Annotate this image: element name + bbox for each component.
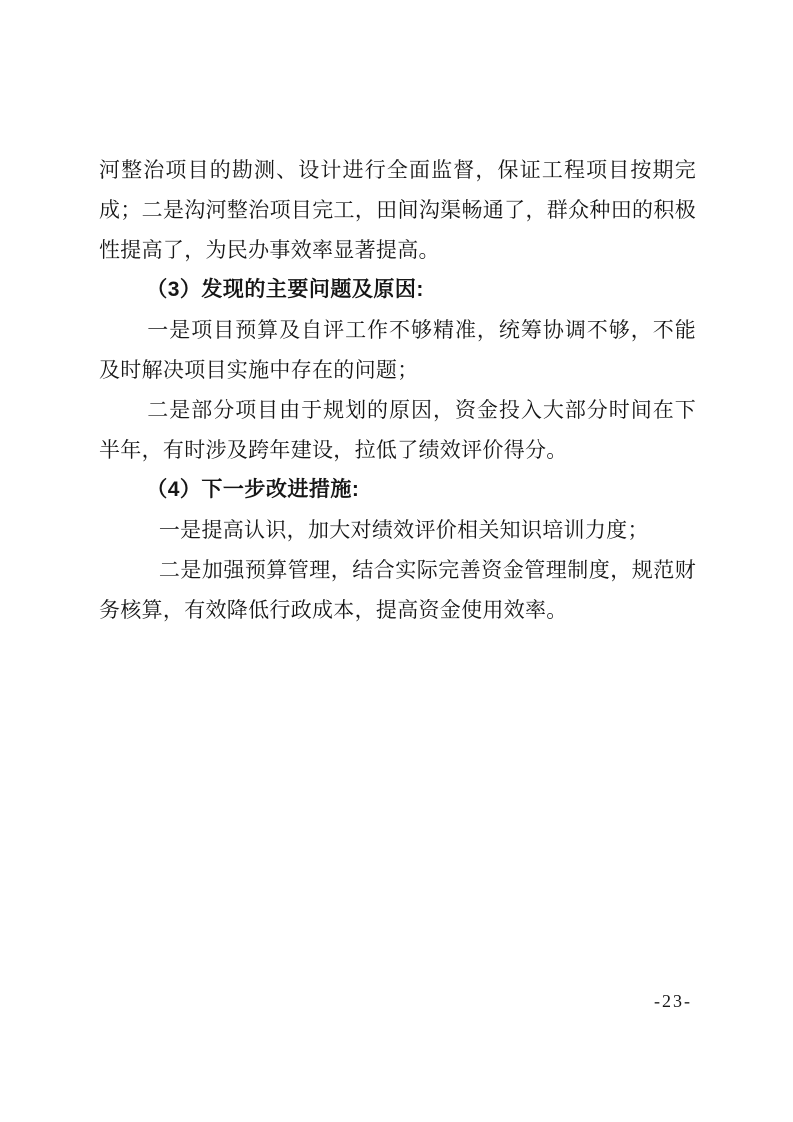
- paragraph-problem-1: 一是项目预算及自评工作不够精准，统筹协调不够，不能及时解决项目实施中存在的问题；: [99, 318, 696, 382]
- document-content: [99, 150, 696, 630]
- paragraph-project-completion: 河整治项目的勘测、设计进行全面监督，保证工程项目按期完成；二是沟河整治项目完工，田间沟渠畅通了，群众种田的积极性提高了，为民办事效率显著提高。: [99, 158, 696, 262]
- paragraph-problem-2: 二是部分项目由于规划的原因，资金投入大部分时间在下半年，有时涉及跨年建设，拉低了绩效评价得分。: [99, 398, 696, 462]
- heading-main-problems: （3）发现的主要问题及原因:: [146, 278, 424, 301]
- heading-improvement-measures: （4）下一步改进措施:: [146, 478, 360, 501]
- paragraph-measure-1: 一是提高认识，加大对绩效评价相关知识培训力度；: [158, 518, 649, 542]
- page-number: -23-: [654, 991, 692, 1011]
- paragraph-measure-2: 二是加强预算管理，结合实际完善资金管理制度，规范财务核算，有效降低行政成本，提高资金使用效率。: [99, 558, 696, 622]
